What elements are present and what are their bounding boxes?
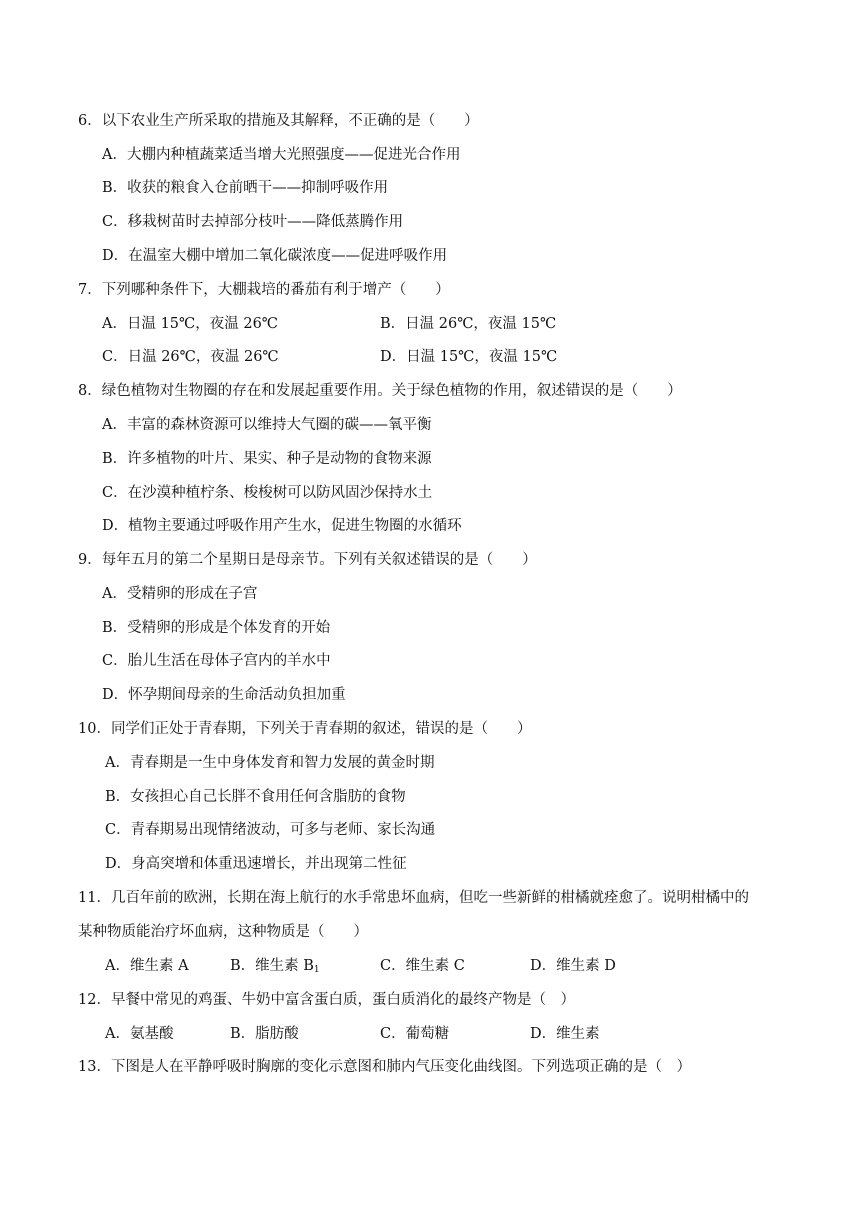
question-11-option-c: C．维生素 C [380,958,465,974]
question-8-stem: 8．绿色植物对生物圈的存在和发展起重要作用。关于绿色植物的作用，叙述错误的是（ ） [78,383,682,399]
question-11-option-b [230,956,320,980]
question-6-option-c: C．移栽树苗时去掉部分枝叶——降低蒸腾作用 [102,214,404,230]
question-6-option-a: A．大棚内种植蔬菜适当增大光照强度——促进光合作用 [102,147,461,163]
question-11-stem-line-1: 11．几百年前的欧洲，长期在海上航行的水手常患坏血病，但吃一些新鲜的柑橘就痊愈了。说明柑橘中的 [78,890,749,906]
question-9-option-a: A．受精卵的形成在子宫 [102,586,258,602]
question-12-stem: 12．早餐中常见的鸡蛋、牛奶中富含蛋白质，蛋白质消化的最终产物是（ ） [78,992,575,1008]
question-10-option-a: A．青春期是一生中身体发育和智力发展的黄金时期 [105,755,435,771]
question-8-option-d: D．植物主要通过呼吸作用产生水，促进生物圈的水循环 [102,518,462,534]
question-7-option-a: A．日温 15℃，夜温 26℃ [102,316,279,332]
question-11-option-d: D．维生素 D [530,958,616,974]
question-10-option-d: D．身高突增和体重迅速增长，并出现第二性征 [105,856,407,872]
question-7-option-b: B．日温 26℃，夜温 15℃ [380,316,557,332]
question-12-option-c: C．葡萄糖 [380,1026,450,1042]
question-8-option-c: C．在沙漠种植柠条、梭梭树可以防风固沙保持水土 [102,485,433,501]
question-6-option-b: B．收获的粮食入仓前晒干——抑制呼吸作用 [102,180,389,196]
question-10-stem: 10．同学们正处于青春期，下列关于青春期的叙述，错误的是（ ） [78,721,532,737]
question-12-option-b: B．脂肪酸 [230,1026,299,1042]
question-8-option-a: A．丰富的森林资源可以维持大气圈的碳——氧平衡 [102,417,432,433]
question-12-option-d: D．维生素 [530,1026,600,1042]
question-10-option-b: B．女孩担心自己长胖不食用任何含脂肪的食物 [105,789,406,805]
question-9-option-c: C．胎儿生活在母体子宫内的羊水中 [102,653,331,669]
question-10-option-c: C．青春期易出现情绪波动，可多与老师、家长沟通 [105,822,436,838]
question-9-option-d: D．怀孕期间母亲的生命活动负担加重 [102,687,346,703]
question-11-option-b-text: B．维生素 B [230,958,314,974]
question-11-option-a: A．维生素 A [105,958,189,974]
question-11-stem-line-2: 某种物质能治疗坏血病，这种物质是（ ） [78,924,368,940]
question-7-option-d: D．日温 15℃，夜温 15℃ [380,349,558,365]
question-8-option-b: B．许多植物的叶片、果实、种子是动物的食物来源 [102,451,432,467]
question-7-option-c: C．日温 26℃，夜温 26℃ [102,349,279,365]
question-7-stem: 7．下列哪种条件下，大棚栽培的番茄有利于增产（ ） [78,282,450,298]
question-12-option-a: A．氨基酸 [105,1026,174,1042]
question-6-stem: 6．以下农业生产所采取的措施及其解释，不正确的是（ ） [78,113,479,129]
question-6-option-d: D．在温室大棚中增加二氧化碳浓度——促进呼吸作用 [102,248,448,264]
question-13-stem: 13．下图是人在平静呼吸时胸廓的变化示意图和肺内气压变化曲线图。下列选项正确的是（ ） [78,1059,691,1075]
question-9-option-b: B．受精卵的形成是个体发育的开始 [102,620,331,636]
question-11-option-b-subscript: 1 [313,965,320,975]
question-9-stem: 9．每年五月的第二个星期日是母亲节。下列有关叙述错误的是（ ） [78,552,537,568]
